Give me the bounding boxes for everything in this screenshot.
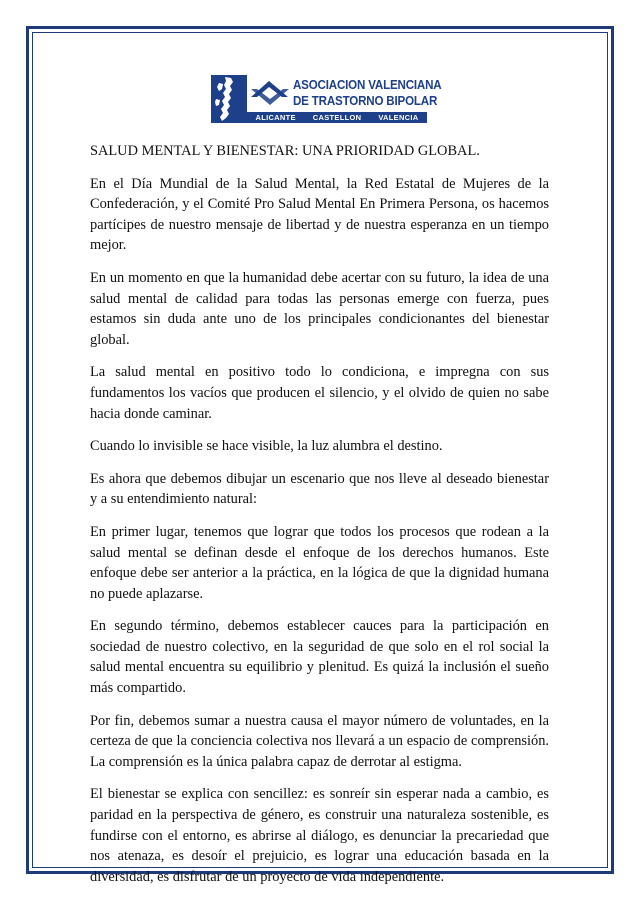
logo-title-line2: DE TRASTORNO BIPOLAR bbox=[293, 94, 438, 108]
paragraph: En primer lugar, tenemos que lograr que todos los procesos que rodean a la salud mental se definan desde el enfoque de los derechos humanos. Este enfoque debe ser anterior a la práctica, en la lógica de que la dignidad humana no puede aplazarse. bbox=[90, 523, 549, 602]
document-heading: SALUD MENTAL Y BIENESTAR: UNA PRIORIDAD GLOBAL. bbox=[90, 143, 480, 159]
paragraph: La salud mental en positivo todo lo condiciona, e impregna con sus fundamentos los vacíos que producen el silencio, y el olvido de quien no sabe hacia donde caminar. bbox=[90, 364, 549, 422]
logo-city-valencia: VALENCIA bbox=[378, 113, 419, 122]
paragraph: Por fin, debemos sumar a nuestra causa el mayor número de voluntades, en la certeza de que la conciencia colectiva nos llevará a un espacio de comprensión. La comprensión es la única palabra capaz de derrotar al estigma. bbox=[90, 712, 549, 770]
logo-city-alicante: ALICANTE bbox=[255, 113, 296, 122]
paragraph: En segundo término, debemos establecer cauces para la participación en sociedad de nuestro colectivo, en la seguridad de que solo en el rol social la salud mental encuentra su equilibrio y plenitud. Es quizá la inclusión el sueño más compartido. bbox=[90, 618, 549, 697]
paragraph: El bienestar se explica con sencillez: es sonreír sin esperar nada a cambio, es paridad en la perspectiva de género, es construir una naturaleza sostenible, es fundirse con el entorno, es abrirse al diálogo, es denunciar la precariedad que nos atenaza, es desoír el prejuicio, es lograr una educación basada en la diversidad, es disfrutar de un proyecto de vida independiente. bbox=[90, 786, 549, 885]
paragraph: Cuando lo invisible se hace visible, la luz alumbra el destino. bbox=[90, 438, 443, 455]
paragraph: Es ahora que debemos dibujar un escenario que nos lleve al deseado bienestar y a su entendimiento natural: bbox=[90, 470, 549, 508]
association-logo bbox=[211, 75, 442, 123]
bipolar-chevron-icon bbox=[247, 75, 293, 111]
logo-title bbox=[293, 75, 442, 111]
document-body bbox=[90, 134, 549, 887]
paragraph: En un momento en que la humanidad debe acertar con su futuro, la idea de una salud mental de calidad para todas las personas emerge con fuerza, pues estamos sin duda ante uno de los principales condicionantes del bienestar global. bbox=[90, 269, 549, 348]
logo-title-line1: ASOCIACION VALENCIANA bbox=[293, 78, 442, 92]
valencia-region-map-icon bbox=[211, 75, 247, 123]
paragraph: En el Día Mundial de la Salud Mental, la Red Estatal de Mujeres de la Confederación, y el Comité Pro Salud Mental En Primera Persona, os hacemos partícipes de nuestro mensaje de libertad y de nuestra esperanza en un tiempo mejor. bbox=[90, 175, 549, 254]
logo-city-castellon: CASTELLON bbox=[312, 113, 362, 122]
logo-cities-bar bbox=[247, 112, 427, 123]
